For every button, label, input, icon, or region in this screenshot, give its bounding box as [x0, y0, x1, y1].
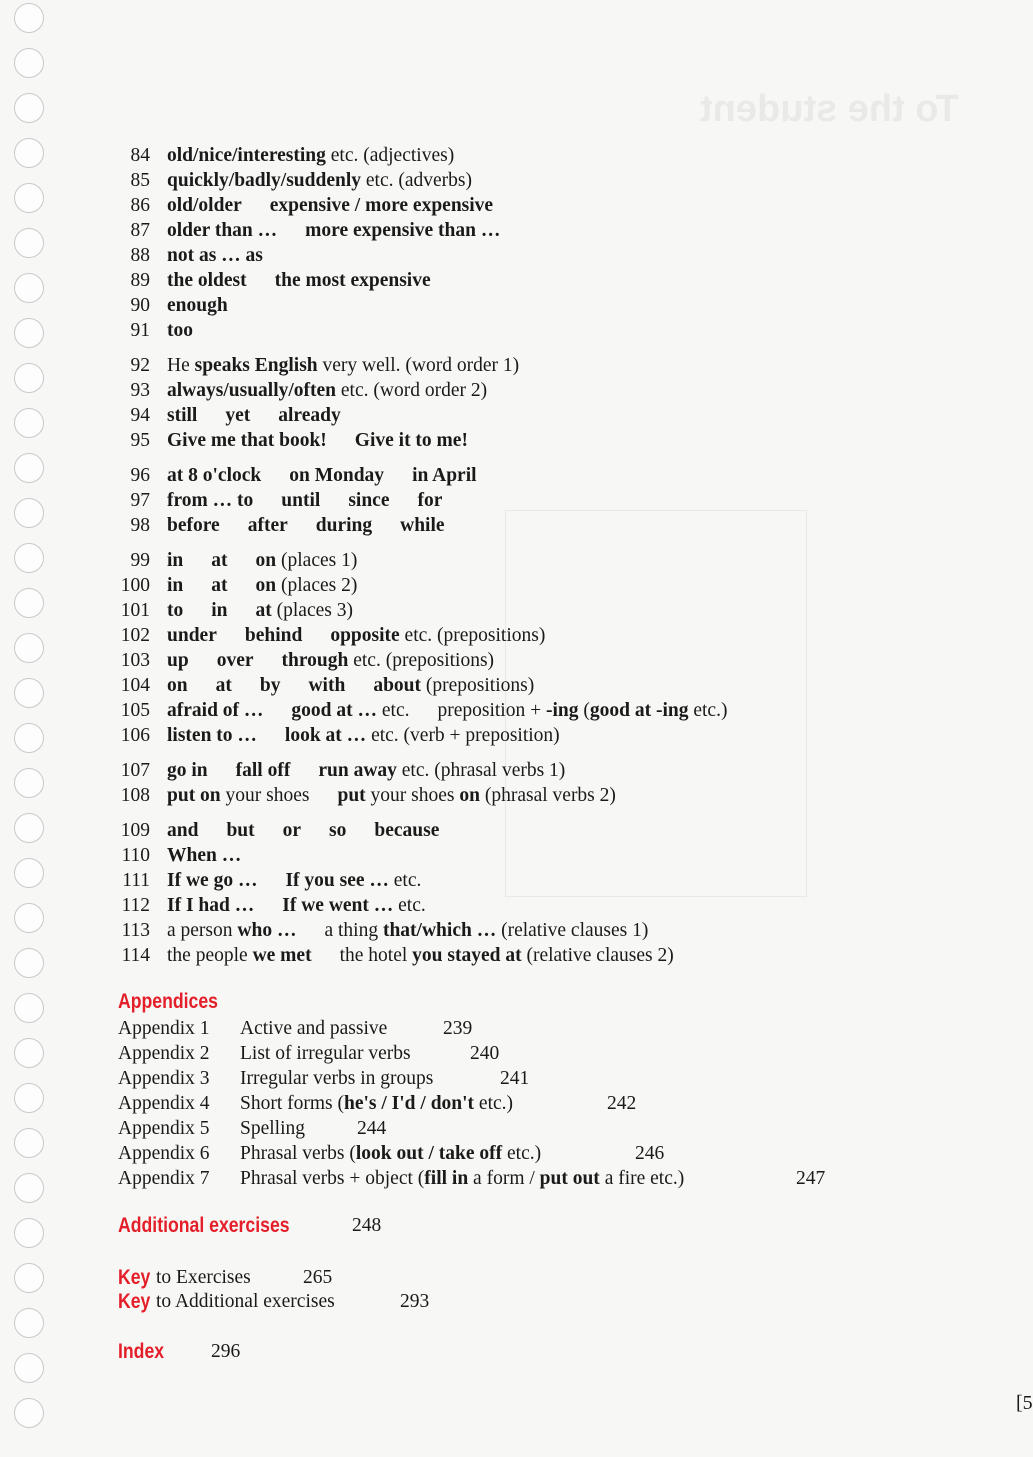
- unit-title: old/older expensive / more expensive: [167, 195, 494, 216]
- unit-title: before after during while: [167, 515, 445, 536]
- unit-number: 100: [120, 575, 150, 596]
- unit-number: 93: [130, 380, 150, 401]
- key-entry-additional[interactable]: [118, 1290, 430, 1315]
- page-number: 248: [352, 1215, 382, 1236]
- appendix-label: Appendix 6: [118, 1143, 210, 1164]
- unit-number: 87: [130, 220, 150, 241]
- unit-title: He speaks English very well. (word order 1): [167, 355, 520, 376]
- key-text: to Additional exercises: [156, 1291, 335, 1312]
- unit-title: put on your shoes put your shoes on (phrasal verbs 2): [167, 785, 616, 806]
- binding-hole: [14, 1398, 44, 1428]
- unit-title: always/usually/often etc. (word order 2): [167, 380, 488, 401]
- unit-number: 113: [121, 920, 150, 941]
- index-heading: Index: [118, 1340, 165, 1363]
- unit-title: still yet already: [167, 405, 341, 426]
- unit-number: 99: [130, 550, 150, 571]
- appendix-label: Appendix 1: [118, 1018, 210, 1039]
- unit-title: in at on (places 1): [167, 550, 358, 571]
- unit-title: When …: [167, 845, 242, 866]
- unit-number: 110: [121, 845, 150, 866]
- unit-title: go in fall off run away etc. (phrasal verbs 1): [167, 760, 566, 781]
- binding-hole: [14, 48, 44, 78]
- appendix-title: Active and passive: [240, 1018, 388, 1039]
- page-number: 241: [500, 1068, 530, 1089]
- appendix-label: Appendix 5: [118, 1118, 210, 1139]
- binding-hole: [14, 1083, 44, 1113]
- appendices-heading[interactable]: Appendices: [118, 990, 218, 1013]
- unit-title: not as … as: [167, 245, 263, 266]
- unit-number: 84: [130, 145, 150, 166]
- binding-hole: [14, 1173, 44, 1203]
- unit-number: 96: [130, 465, 150, 486]
- unit-number: 91: [130, 320, 150, 341]
- unit-title: on at by with about (prepositions): [167, 675, 535, 696]
- unit-title: at 8 o'clock on Monday in April: [167, 465, 477, 486]
- unit-number: 92: [130, 355, 150, 376]
- appendix-label: Appendix 2: [118, 1043, 210, 1064]
- unit-number: 95: [130, 430, 150, 451]
- unit-title: If we go … If you see … etc.: [167, 870, 422, 891]
- unit-number: 112: [121, 895, 150, 916]
- additional-exercises-heading: Additional exercises: [118, 1214, 290, 1237]
- unit-number: 101: [120, 600, 150, 621]
- key-heading: Key: [118, 1290, 151, 1313]
- binding-hole: [14, 93, 44, 123]
- unit-number: 85: [130, 170, 150, 191]
- appendix-title: List of irregular verbs: [240, 1043, 411, 1064]
- unit-title: old/nice/interesting etc. (adjectives): [167, 145, 455, 166]
- unit-number: 105: [120, 700, 150, 721]
- binding-hole: [14, 1353, 44, 1383]
- unit-title: a person who … a thing that/which … (relative clauses 1): [167, 920, 649, 941]
- unit-number: 86: [130, 195, 150, 216]
- page-number: 239: [443, 1018, 473, 1039]
- appendix-title: Spelling: [240, 1118, 306, 1139]
- unit-title: afraid of … good at … etc. preposition + -ing (good at -ing etc.): [167, 700, 728, 721]
- page-number: 296: [211, 1341, 241, 1362]
- binding-hole: [14, 1128, 44, 1158]
- page-number: 246: [635, 1143, 665, 1164]
- show-through-background: To the student: [0, 0, 1033, 1457]
- unit-title: the oldest the most expensive: [167, 270, 431, 291]
- unit-number: 103: [120, 650, 150, 671]
- unit-number: 90: [130, 295, 150, 316]
- binding-hole: [14, 1038, 44, 1068]
- page-number: 265: [303, 1267, 333, 1288]
- unit-number: 106: [120, 725, 150, 746]
- unit-title: up over through etc. (prepositions): [167, 650, 495, 671]
- unit-title: listen to … look at … etc. (verb + preposition): [167, 725, 560, 746]
- unit-number: 111: [122, 870, 150, 891]
- binding-hole: [14, 1218, 44, 1248]
- unit-title: enough: [167, 295, 228, 316]
- appendix-label: Appendix 3: [118, 1068, 210, 1089]
- unit-number: 88: [130, 245, 150, 266]
- key-entry-exercises[interactable]: [118, 1266, 333, 1291]
- page-folio: [5: [1016, 1392, 1033, 1414]
- binding-hole: [14, 1308, 44, 1338]
- unit-number: 107: [120, 760, 150, 781]
- unit-title: Give me that book! Give it to me!: [167, 430, 468, 451]
- appendix-title: Irregular verbs in groups: [240, 1068, 434, 1089]
- unit-title: under behind opposite etc. (prepositions): [167, 625, 546, 646]
- unit-number: 104: [120, 675, 150, 696]
- additional-exercises-entry[interactable]: [118, 1214, 382, 1239]
- appendix-label: Appendix 7: [118, 1168, 210, 1189]
- unit-title: the people we met the hotel you stayed at (relative clauses 2): [167, 945, 674, 966]
- appendix-title: Phrasal verbs (look out / take off etc.): [240, 1143, 542, 1164]
- unit-title: and but or so because: [167, 820, 440, 841]
- key-heading: Key: [118, 1266, 151, 1289]
- unit-number: 108: [120, 785, 150, 806]
- page-number: 247: [796, 1168, 826, 1189]
- page-number: 240: [470, 1043, 500, 1064]
- page-number: 244: [357, 1118, 387, 1139]
- appendix-title: Short forms (he's / I'd / don't etc.): [240, 1093, 514, 1114]
- unit-title: quickly/badly/suddenly etc. (adverbs): [167, 170, 472, 191]
- binding-hole: [14, 993, 44, 1023]
- unit-title: in at on (places 2): [167, 575, 358, 596]
- page-number: 293: [400, 1291, 430, 1312]
- appendix-title: Phrasal verbs + object (fill in a form / put out a fire etc.): [240, 1168, 685, 1189]
- binding-hole: [14, 1263, 44, 1293]
- unit-number: 109: [120, 820, 150, 841]
- unit-number: 94: [130, 405, 150, 426]
- key-text: to Exercises: [156, 1267, 251, 1288]
- unit-title: If I had … If we went … etc.: [167, 895, 426, 916]
- unit-number: 98: [130, 515, 150, 536]
- unit-number: 102: [120, 625, 150, 646]
- appendix-label: Appendix 4: [118, 1093, 210, 1114]
- unit-title: older than … more expensive than …: [167, 220, 501, 241]
- unit-title: from … to until since for: [167, 490, 443, 511]
- unit-number: 97: [130, 490, 150, 511]
- index-entry[interactable]: [118, 1340, 241, 1365]
- unit-number: 114: [121, 945, 150, 966]
- binding-hole: [14, 3, 44, 33]
- unit-title: too: [167, 320, 193, 341]
- unit-number: 89: [130, 270, 150, 291]
- page-number: 242: [607, 1093, 637, 1114]
- unit-title: to in at (places 3): [167, 600, 353, 621]
